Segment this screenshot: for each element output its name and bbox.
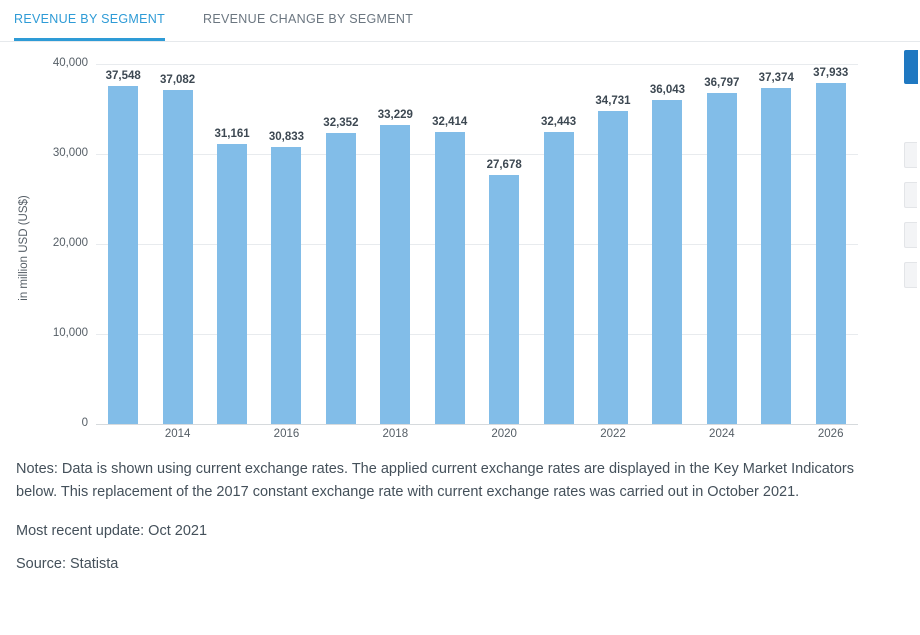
bar-column[interactable] [477, 64, 531, 424]
x-tick-label [314, 428, 368, 440]
bar-column[interactable] [314, 64, 368, 424]
x-tick-label: 2020 [491, 428, 517, 440]
y-tick-label: 40,000 [52, 57, 88, 69]
bar[interactable] [816, 83, 846, 424]
bar-column[interactable] [695, 64, 749, 424]
bar-column[interactable] [423, 64, 477, 424]
y-tick-label: 10,000 [52, 327, 88, 339]
bar-value-label: 32,414 [432, 116, 468, 128]
bar-value-label: 27,678 [486, 159, 522, 171]
bar-column[interactable] [96, 64, 150, 424]
bar-value-label: 36,797 [704, 77, 740, 89]
bar-value-label: 32,443 [540, 116, 577, 128]
y-tick-label: 20,000 [52, 237, 88, 249]
x-tick-label [205, 428, 259, 440]
bar[interactable] [108, 86, 138, 424]
bar-column[interactable] [531, 64, 585, 424]
bar[interactable] [707, 93, 737, 424]
x-tick-label [640, 428, 694, 440]
chart-container [0, 42, 890, 452]
bar-column[interactable] [586, 64, 640, 424]
bar-value-label: 36,043 [649, 84, 686, 96]
bar-value-label: 33,229 [377, 109, 413, 121]
bar-column[interactable] [259, 64, 313, 424]
bar[interactable] [326, 133, 356, 424]
bar[interactable] [544, 132, 574, 424]
bar-value-label: 31,161 [214, 128, 250, 140]
source-text: Source: Statista [16, 556, 119, 572]
chart-tabs [0, 0, 920, 42]
bar-column[interactable] [640, 64, 694, 424]
bar-column[interactable] [368, 64, 422, 424]
bar[interactable] [217, 144, 247, 424]
bar[interactable] [380, 125, 410, 424]
rail-chip-2[interactable] [904, 182, 917, 208]
notes-block [0, 452, 880, 576]
bar[interactable] [652, 100, 682, 424]
bar[interactable] [271, 147, 301, 424]
right-side-rail [904, 50, 920, 302]
bar-value-label: 34,731 [595, 95, 631, 107]
feedback-tab-button[interactable] [904, 50, 918, 84]
x-tick-label [96, 428, 150, 440]
x-tick-label: 2018 [382, 428, 409, 440]
x-tick-label: 2024 [709, 428, 735, 440]
x-axis-ticks [96, 428, 858, 440]
bar-value-label: 37,374 [758, 72, 794, 84]
y-tick-label: 30,000 [52, 147, 88, 159]
bar[interactable] [598, 111, 628, 424]
bar-column[interactable] [803, 64, 857, 424]
x-tick-label [423, 428, 477, 440]
bar-value-label: 37,933 [813, 67, 849, 79]
x-axis-line [96, 424, 858, 425]
bar-chart [0, 42, 890, 452]
rail-chip-3[interactable] [904, 222, 917, 248]
tab-revenue-by-segment[interactable]: REVENUE BY SEGMENT [14, 0, 165, 41]
y-axis-title: in million USD (US$) [18, 195, 30, 301]
bar[interactable] [761, 88, 791, 424]
tab-revenue-change-by-segment[interactable]: REVENUE CHANGE BY SEGMENT [203, 12, 414, 26]
x-tick-label [749, 428, 803, 440]
bar-column[interactable] [150, 64, 204, 424]
x-tick-label: 2026 [817, 428, 844, 440]
rail-chip-1[interactable] [904, 142, 917, 168]
last-update-text: Most recent update: Oct 2021 [16, 523, 208, 539]
bar-column[interactable] [205, 64, 259, 424]
x-tick-label: 2016 [273, 428, 300, 440]
bar[interactable] [489, 175, 519, 424]
notes-text: Notes: Data is shown using current exchange rates. The applied current exchange rates are displayed in the Key Market Indicators below. This replacement of the 2017 constant exchange rate with current exchange rates was carried out in October 2021. [16, 461, 854, 500]
bar[interactable] [435, 132, 465, 424]
bar[interactable] [163, 90, 193, 424]
x-tick-label: 2022 [600, 428, 626, 440]
y-tick-label: 0 [81, 417, 88, 429]
bar-value-label: 37,082 [160, 74, 196, 86]
bar-value-label: 30,833 [268, 131, 305, 143]
bar-value-label: 32,352 [323, 117, 359, 129]
x-tick-label [531, 428, 585, 440]
y-axis-ticks [40, 42, 88, 452]
bar-series [96, 64, 858, 424]
rail-chip-4[interactable] [904, 262, 917, 288]
bar-value-label: 37,548 [105, 70, 141, 82]
bar-column[interactable] [749, 64, 803, 424]
x-tick-label: 2014 [164, 428, 191, 440]
